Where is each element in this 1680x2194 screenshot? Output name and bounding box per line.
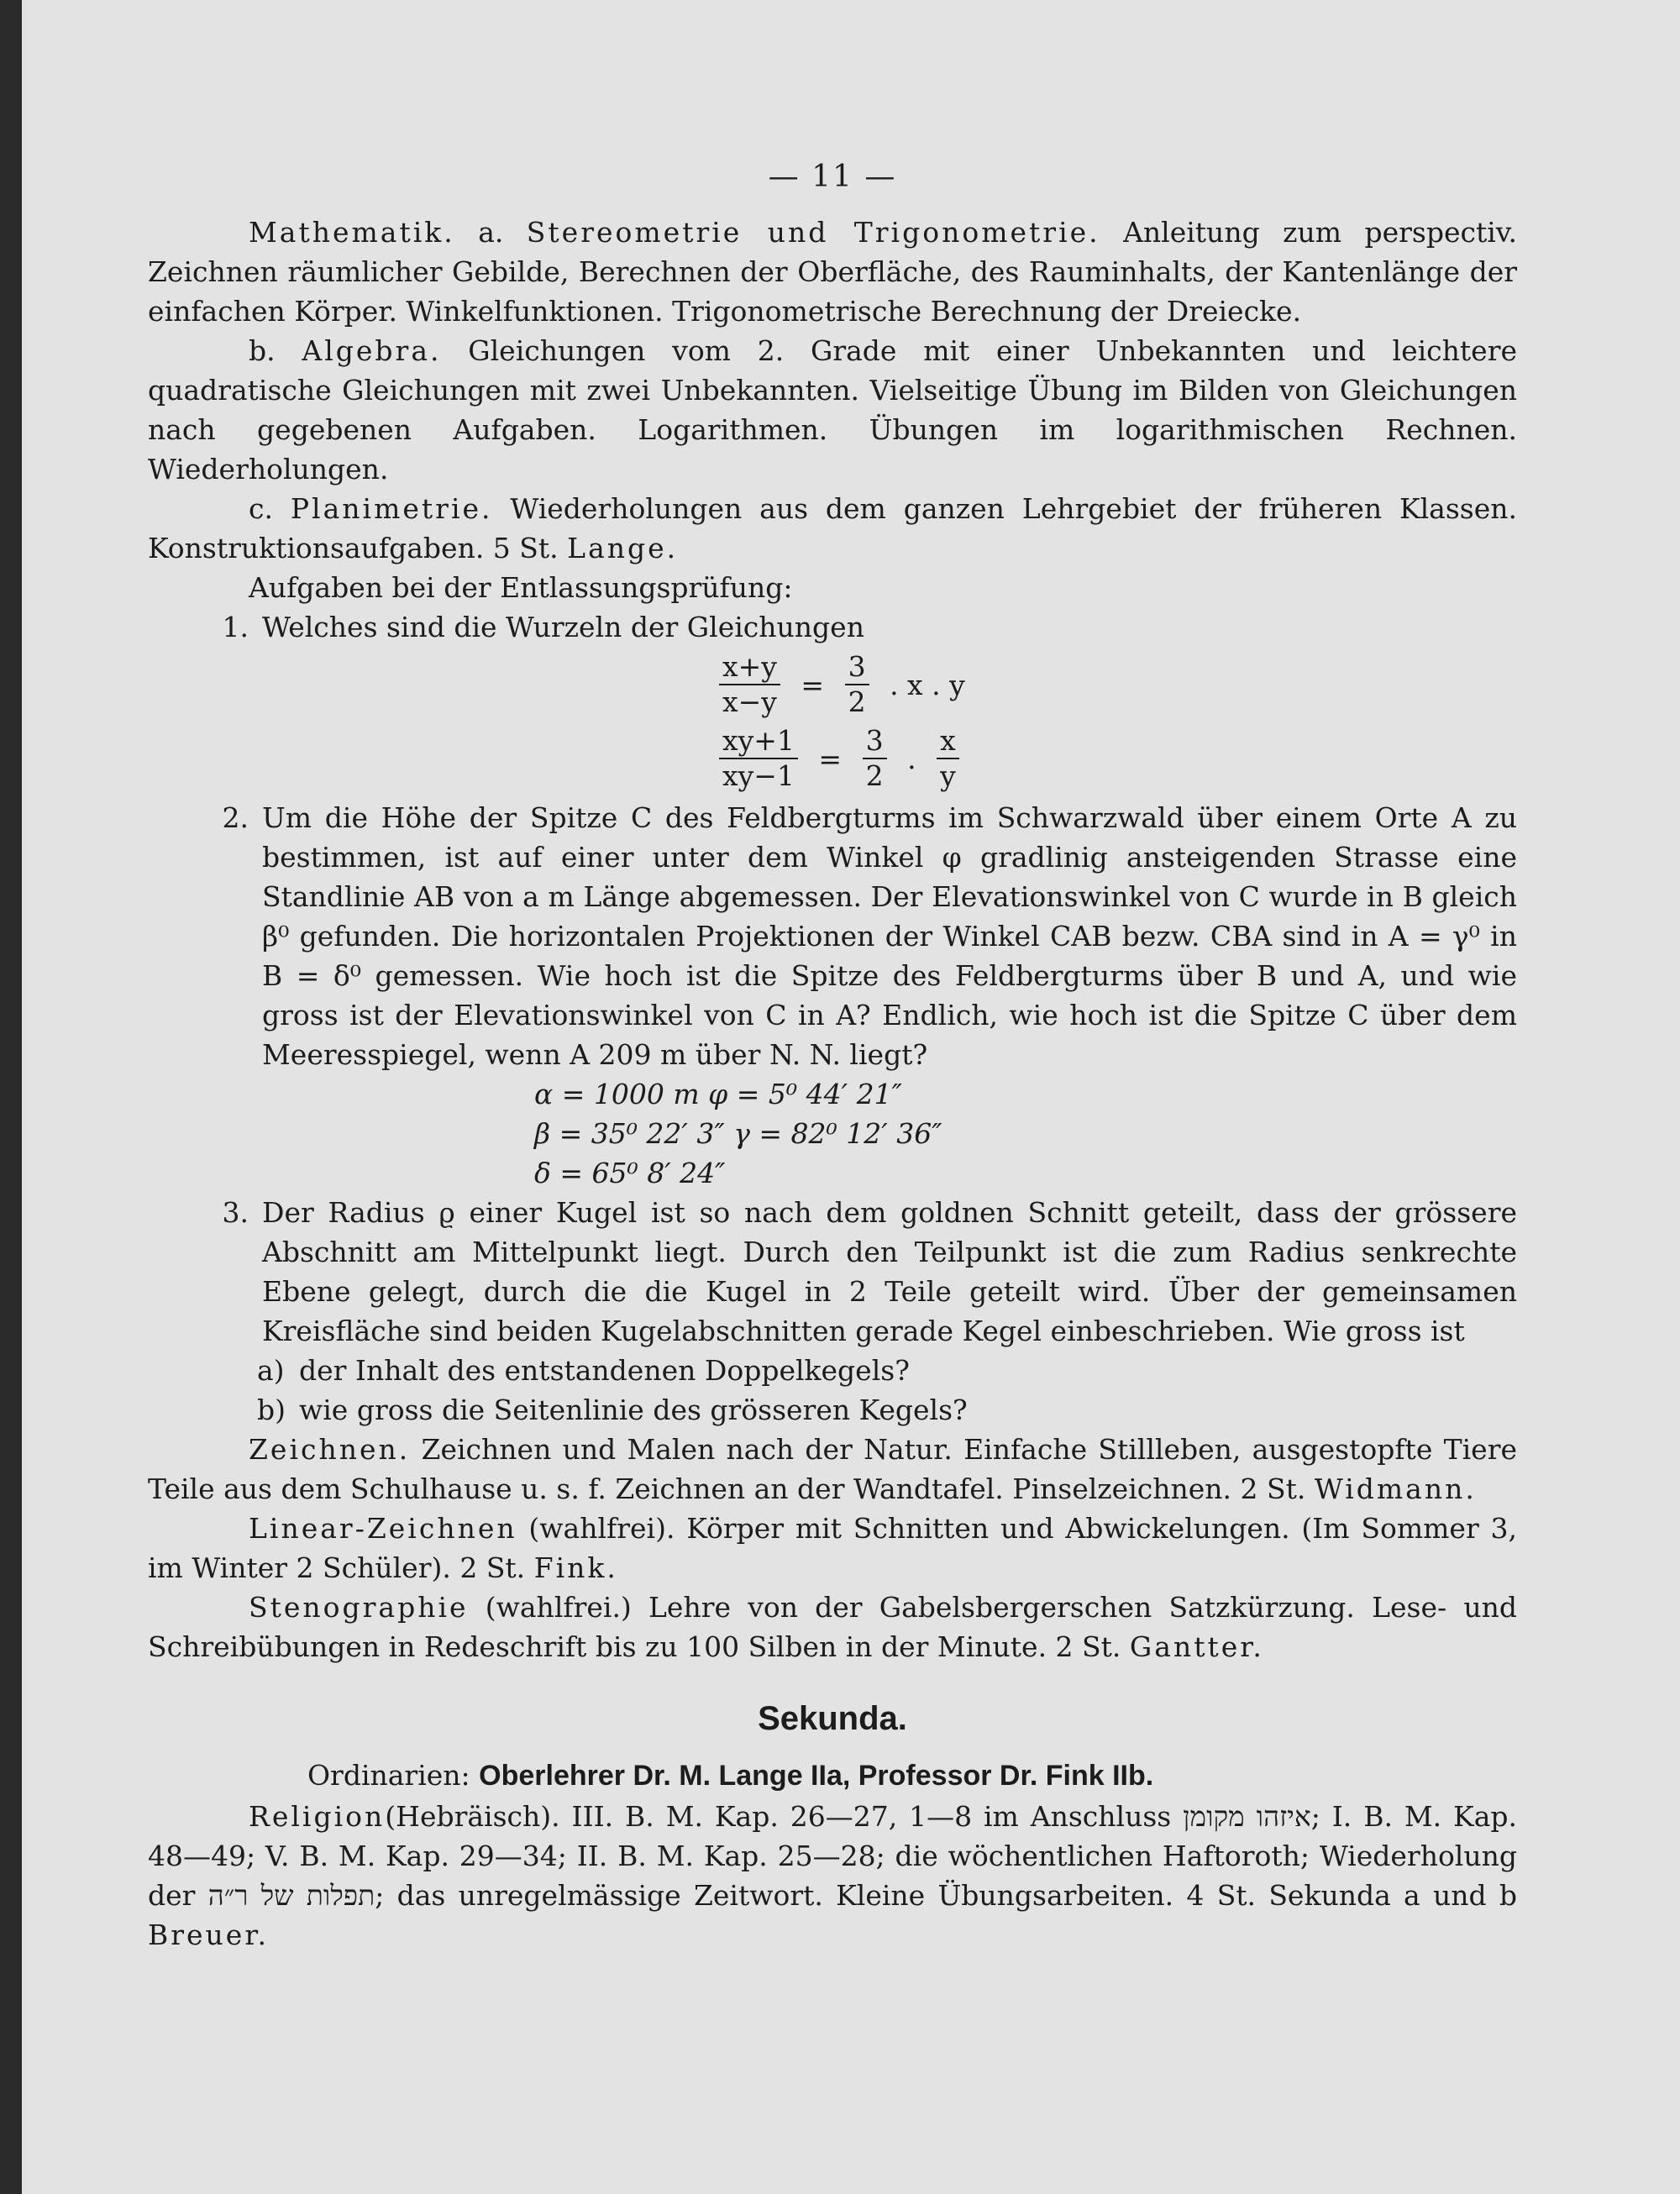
given-values-line-3: δ = 65⁰ 8′ 24″	[534, 1157, 726, 1189]
math-paragraph-a	[148, 213, 1517, 331]
eq1-rhs-denominator: 2	[848, 685, 866, 718]
section-heading-sekunda: Sekunda.	[758, 1700, 907, 1737]
eq2-denominator: xy−1	[722, 759, 795, 792]
math-c-text: Wiederholungen aus dem ganzen Lehrgebiet der früheren Klassen. Konstruktionsaufgaben. 5 St.	[148, 492, 1517, 564]
drawing-teacher: Widmann.	[1314, 1472, 1477, 1505]
linear-text: (wahlfrei). Körper mit Schnitten und Abwickelungen. (Im Sommer 3, im Winter 2 Schüler). 2 St.	[148, 1512, 1517, 1584]
religion-hebrew-1: איזהו מקומן	[1183, 1800, 1311, 1833]
religion-teacher: Breuer.	[148, 1918, 269, 1951]
eq1-equals: =	[801, 668, 825, 701]
eq2-x: x	[937, 724, 959, 759]
q3b-label: b)	[257, 1394, 286, 1426]
math-b-title: Algebra.	[302, 334, 442, 367]
eq1-rhs-fraction	[845, 650, 869, 719]
math-c-title: Planimetrie.	[290, 492, 493, 525]
q3b-text: wie gross die Seitenlinie des grösseren Kegels?	[299, 1394, 968, 1426]
page-content	[148, 160, 1517, 1955]
eq2-numerator: xy+1	[719, 724, 798, 759]
religion-text-3: ; das unregelmässige Zeitwort. Kleine Übungsarbeiten. 4 St. Sekunda a und b	[375, 1879, 1517, 1912]
drawing-title: Zeichnen.	[249, 1433, 411, 1466]
steno-paragraph	[148, 1588, 1517, 1666]
ordinarien-label: Ordinarien:	[307, 1759, 470, 1792]
q3-number: 3.	[222, 1196, 249, 1229]
linear-teacher: Fink.	[533, 1551, 618, 1584]
math-b-text: Gleichungen vom 2. Grade mit einer Unbekannten und leichtere quadratische Gleichungen mit zwei Unbekannten. Vielseitige Übung im Bilden von Gleichungen nach gegebenen Aufgaben. Logarithmen. Übungen im logarithmischen Rechnen. Wiederholungen.	[148, 334, 1517, 486]
ordinarien-line	[148, 1755, 1517, 1797]
eq1-numerator: x+y	[719, 650, 780, 685]
religion-hebrew-2: תפלות של ר״ה	[207, 1879, 375, 1912]
math-paragraph-c	[148, 489, 1517, 568]
eq2-equals: =	[818, 742, 843, 775]
linear-paragraph	[148, 1509, 1517, 1588]
q2-number: 2.	[222, 801, 249, 834]
q1-text: Welches sind die Wurzeln der Gleichungen	[262, 611, 864, 643]
eq1-rhs-numerator: 3	[845, 650, 869, 685]
q1-number: 1.	[222, 611, 249, 643]
ordinarien-names: Oberlehrer Dr. M. Lange IIa, Professor Dr. Fink IIb.	[479, 1760, 1154, 1792]
exam-question-2	[148, 798, 1517, 1074]
religion-text-2: ; I. B. M. Kap. 48—49; V. B. M. Kap. 29—34; II. B. M. Kap. 25—28; die wöchentlichen Haftoroth; Wiederholung der	[148, 1800, 1517, 1912]
equation-1	[719, 650, 1517, 719]
math-a-label: a.	[478, 216, 504, 249]
given-values-line-2: β = 35⁰ 22′ 3″ γ = 82⁰ 12′ 36″	[534, 1117, 942, 1150]
math-a-text: Anleitung zum perspectiv. Zeichnen räumlicher Gebilde, Berechnen der Oberfläche, des Rauminhalts, der Kantenlänge der einfachen Körper. Winkelfunktionen. Trigonometrische Berechnung der Dreiecke.	[148, 216, 1517, 328]
math-a-title: Stereometrie und Trigonometrie.	[526, 216, 1100, 249]
math-c-teacher: Lange.	[567, 532, 679, 564]
q3-part-a	[257, 1351, 1517, 1390]
eq2-rhs-denominator: 2	[865, 759, 884, 792]
q3-part-b	[257, 1390, 1517, 1430]
steno-text: (wahlfrei.) Lehre von der Gabelsbergerschen Satzkürzung. Lese- und Schreibübungen in Redeschrift bis zu 100 Silben in der Minute. 2 St.	[148, 1591, 1517, 1663]
q3a-text: der Inhalt des entstandenen Doppelkegels?	[299, 1354, 910, 1387]
math-c-label: c.	[249, 492, 273, 525]
religion-text-1: (Hebräisch). III. B. M. Kap. 26—27, 1—8 im Anschluss	[385, 1800, 1172, 1833]
eq2-dot: .	[907, 742, 916, 775]
eq1-rhs-rest: . x . y	[890, 668, 965, 701]
eq2-xy-fraction	[937, 724, 959, 793]
exam-question-3	[148, 1193, 1517, 1351]
steno-title: Stenographie	[249, 1591, 469, 1624]
q3-text: Der Radius ϱ einer Kugel ist so nach dem goldnen Schnitt geteilt, dass der grössere Abschnitt am Mittelpunkt liegt. Durch den Teilpunkt ist die zum Radius senkrechte Ebene gelegt, durch die die Kugel in 2 Teile geteilt wird. Über der gemeinsamen Kreisfläche sind beiden Kugelabschnitten gerade Kegel einbeschrieben. Wie gross ist	[262, 1196, 1517, 1347]
drawing-paragraph	[148, 1430, 1517, 1509]
page-number: — 11 —	[768, 160, 897, 194]
q2-text: Um die Höhe der Spitze C des Feldbergturms im Schwarzwald über einem Orte A zu bestimmen, ist auf einer unter dem Winkel φ gradlinig ansteigenden Strasse eine Standlinie AB von a m Länge abgemessen. Der Elevationswinkel von C wurde in B gleich β⁰ gefunden. Die horizontalen Projektionen der Winkel CAB bezw. CBA sind in A = γ⁰ in B = δ⁰ gemessen. Wie hoch ist die Spitze des Feldbergturms über B und A, und wie gross ist der Elevationswinkel von C in A? Endlich, wie hoch ist die Spitze C über dem Meeresspiegel, wenn A 209 m über N. N. liegt?	[262, 801, 1517, 1071]
exam-question-1	[148, 607, 1517, 647]
eq2-y: y	[940, 759, 956, 792]
document-page	[22, 0, 1680, 2194]
math-lead: Mathematik.	[249, 216, 455, 249]
eq1-denominator: x−y	[722, 685, 777, 718]
given-values	[534, 1074, 1517, 1193]
eq1-fraction	[719, 650, 780, 719]
eq2-rhs-numerator: 3	[863, 724, 887, 759]
exam-heading: Aufgaben bei der Entlassungsprüfung:	[249, 571, 793, 604]
linear-title: Linear-Zeichnen	[249, 1512, 517, 1545]
eq2-rhs-fraction	[863, 724, 887, 793]
drawing-text: Zeichnen und Malen nach der Natur. Einfache Stillleben, ausgestopfte Tiere Teile aus dem Schulhause u. s. f. Zeichnen an der Wandtafel. Pinselzeichnen. 2 St.	[148, 1433, 1517, 1505]
religion-paragraph	[148, 1797, 1517, 1955]
math-paragraph-b	[148, 331, 1517, 489]
eq2-fraction	[719, 724, 798, 793]
equation-2	[719, 724, 1517, 793]
q3a-label: a)	[257, 1354, 285, 1387]
math-b-label: b.	[249, 334, 276, 367]
religion-title: Religion	[249, 1800, 386, 1833]
steno-teacher: Gantter.	[1129, 1630, 1264, 1663]
given-values-line-1: α = 1000 m φ = 5⁰ 44′ 21″	[534, 1078, 902, 1110]
